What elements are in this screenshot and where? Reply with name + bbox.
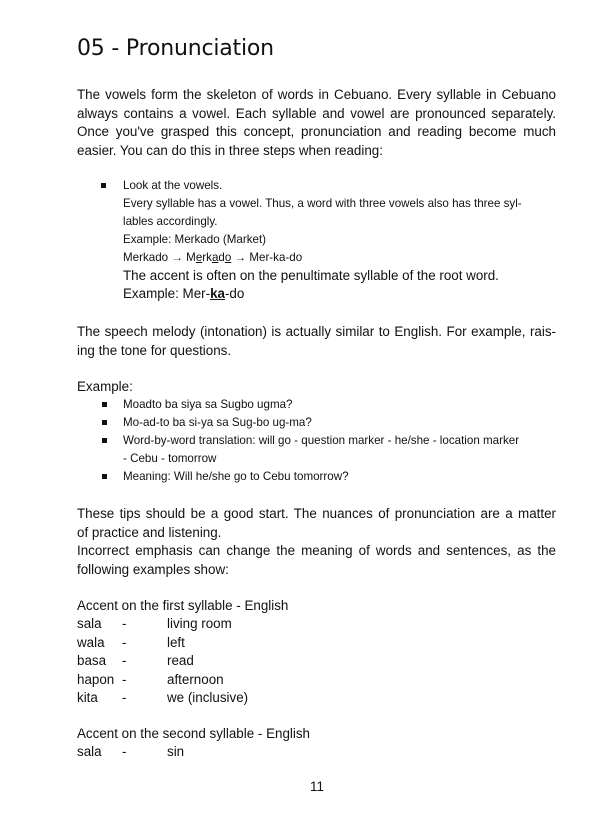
meaning-cell: sin [167,744,185,760]
example-item-1 [77,396,556,414]
bullet-square-icon [102,402,107,407]
example-item-4 [77,468,556,486]
meaning-cell: read [167,653,194,669]
word-cell: hapon [77,671,115,687]
step-item [77,177,556,303]
dash-cell: - [122,744,127,760]
example-item-text-cont: - Cebu - tomorrow [123,451,217,465]
step-line-1: Every syllable has a vowel. Thus, a word with three vowels also has three syl- [123,196,522,210]
word-cell: basa [77,653,107,669]
word-cell: sala [77,744,102,760]
bullet-square-icon [102,474,107,479]
example-item-text: Word-by-word translation: will go - question marker - he/she - location marker [123,433,520,447]
tips-line-4: following examples show: [77,561,229,577]
example-item-text: Mo-ad-to ba si-ya sa Sug-bo ug-ma? [123,415,312,429]
step-line-2: lables accordingly. [123,214,218,228]
intro-line-4: easier. You can do this in three steps when reading: [77,142,383,158]
example-list [77,396,556,486]
steps-list [77,177,556,303]
meaning-cell: left [167,634,185,650]
dash-cell: - [122,671,127,687]
bullet-square-icon [101,183,106,188]
table-heading: Accent on the first syllable - English [77,598,289,613]
meaning-cell: we (inclusive) [167,689,249,705]
intro-line-3: Once you've grasped this concept, pronunciation and reading become much [77,124,556,140]
meaning-cell: afternoon [167,671,224,687]
intonation-line-2: ing the tone for questions. [77,342,232,358]
word-cell: kita [77,689,98,705]
word-cell: wala [77,634,105,650]
bullet-square-icon [102,438,107,443]
word-cell: sala [77,616,102,632]
dash-cell: - [122,634,127,650]
intro-line-1: The vowels form the skeleton of words in Cebuano. Every syllable in Cebuano [77,87,556,102]
bullet-square-icon [102,420,107,425]
example-item-3 [77,432,556,468]
example-label [77,378,556,397]
tips-line-2: of practice and listening. [77,524,222,540]
example-item-text: Meaning: Will he/she go to Cebu tomorrow? [123,469,349,483]
meaning-cell: living room [167,616,232,632]
step-accent-example: Example: Mer-ka-do [123,285,245,301]
example-item-2 [77,414,556,432]
tips-line-3: Incorrect emphasis can change the meaning of words and sentences, as the [77,543,556,559]
step-example: Example: Merkado (Market) [123,232,267,246]
step-marked-vowels: Merkado → Merkado → Mer-ka-do [123,250,303,264]
dash-cell: - [122,616,127,632]
dash-cell: - [122,653,127,669]
dash-cell: - [122,689,127,705]
tips-paragraph [77,505,556,579]
intro-line-2: always contains a vowel. Each syllable and vowel are pronounced separately. [77,105,556,121]
intonation-line-1: The speech melody (intonation) is actually similar to English. For example, rais- [77,324,556,339]
step-accent-note: The accent is often on the penultimate syllable of the root word. [123,267,499,283]
example-item-text: Moadto ba siya sa Sugbo ugma? [123,398,293,411]
intro-paragraph [77,86,556,160]
intonation-paragraph [77,323,556,360]
page-title: 05 - Pronunciation [77,36,274,61]
step-head: Look at the vowels. [123,179,223,192]
tips-line-1: These tips should be a good start. The nuances of pronunciation are a matter [77,506,556,521]
table-heading: Accent on the second syllable - English [77,726,310,741]
example-label-text: Example: [77,379,133,394]
page-number: 11 [310,779,324,794]
